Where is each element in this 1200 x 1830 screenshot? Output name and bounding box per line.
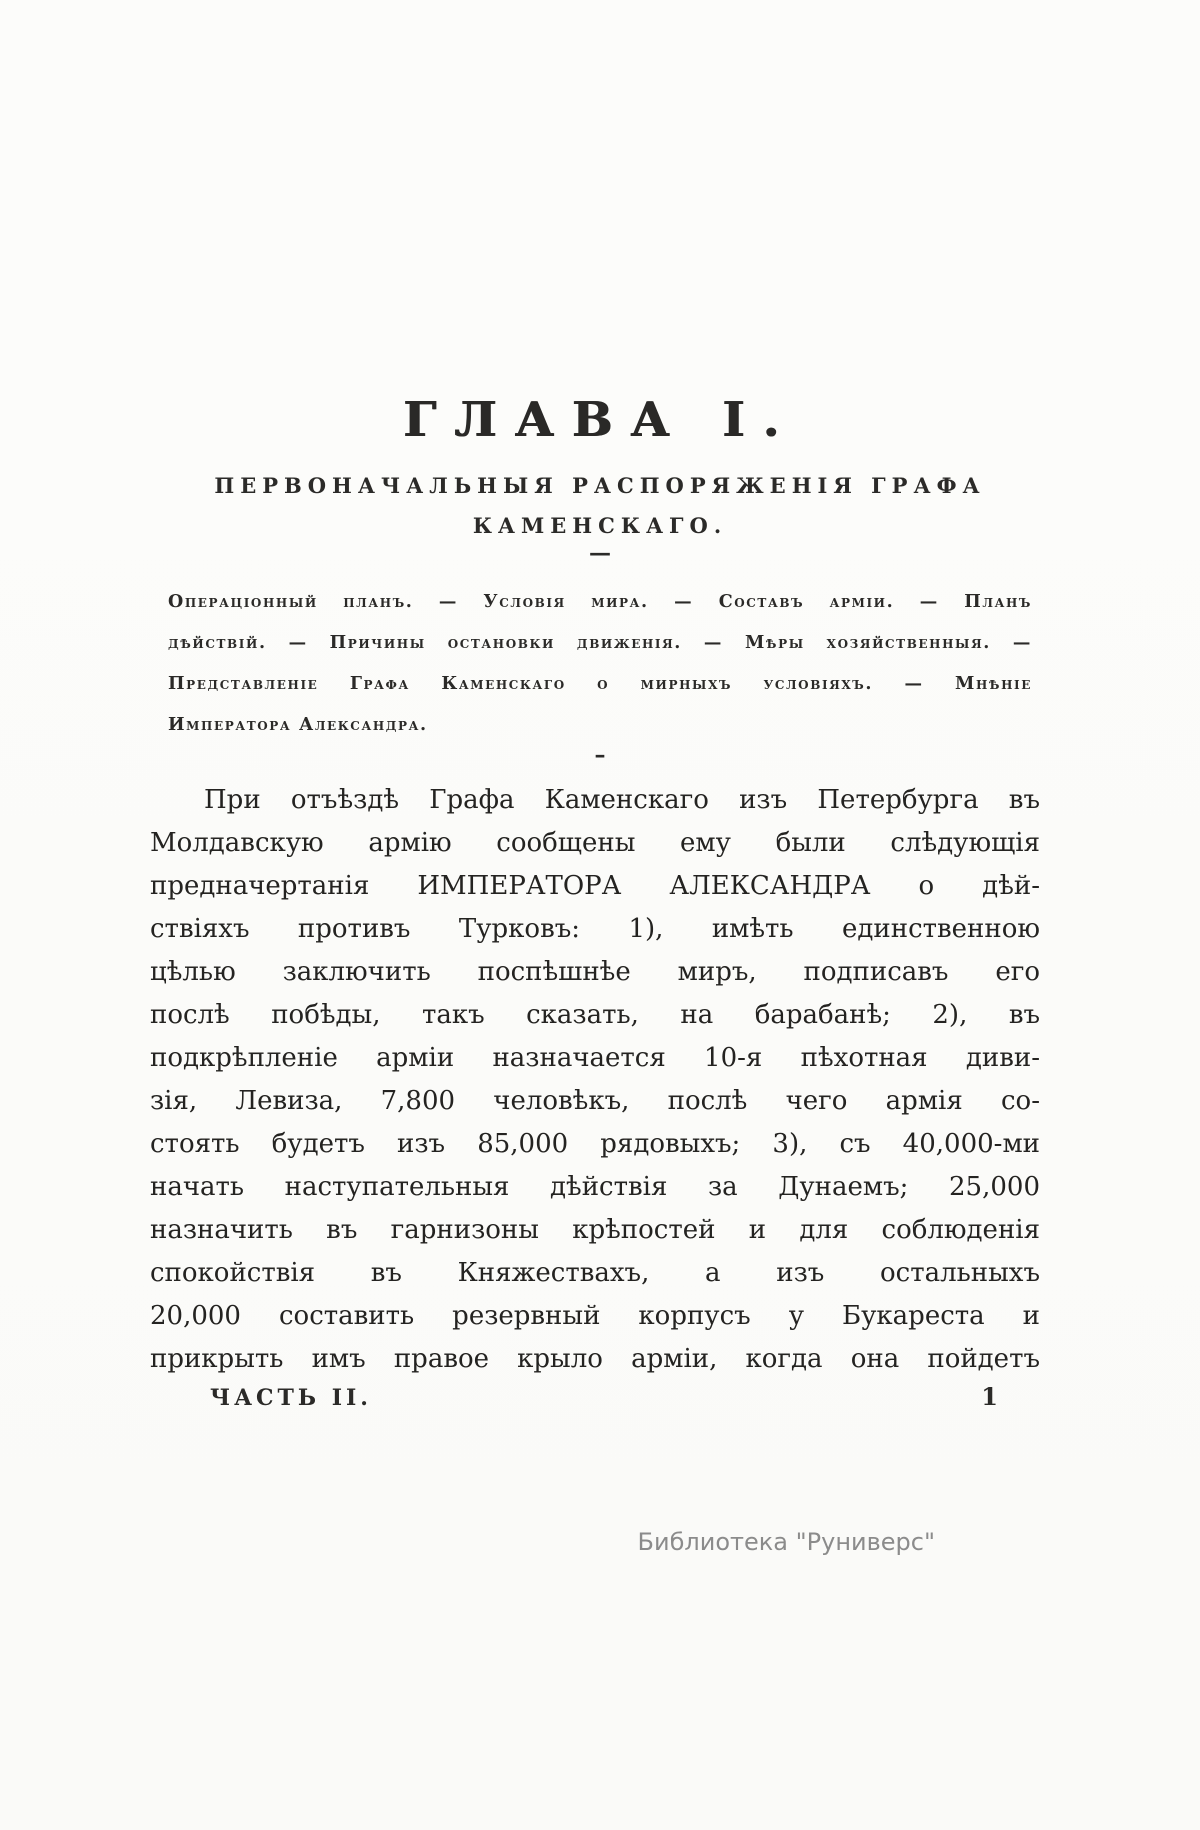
separator-dash-mid: –: [594, 742, 606, 768]
chapter-heading-line-1: ПЕРВОНАЧАЛЬНЫЯ РАСПОРЯЖЕНІЯ ГРАФА: [214, 473, 986, 498]
body-line: При отъѣздѣ Графа Каменскаго изъ Петербурга въ: [204, 785, 1040, 815]
library-watermark: Библиотека "Руниверс": [637, 1528, 935, 1556]
page-number: 1: [981, 1382, 998, 1411]
chapter-summary: [168, 582, 1032, 746]
separator-dash-top: —: [589, 540, 611, 566]
chapter-heading-line-2: КАМЕНСКАГО.: [472, 513, 728, 538]
summary-line: Императора Александра.: [168, 715, 428, 735]
chapter-title: ГЛАВА I.: [402, 392, 798, 448]
body-line: начать наступательныя дѣйствія за Дунаемъ; 25,000: [150, 1172, 1040, 1202]
body-line: назначить въ гарнизоны крѣпостей и для соблюденія: [150, 1215, 1040, 1245]
body-line: предначертанія ИМПЕРАТОРА АЛЕКСАНДРА о дѣй-: [150, 871, 1040, 901]
body-line: стоять будетъ изъ 85,000 рядовыхъ; 3), съ 40,000-ми: [150, 1129, 1040, 1159]
body-line: Молдавскую армію сообщены ему были слѣдующія: [150, 828, 1040, 858]
summary-line: Операціонный планъ. — Условія мира. — Составъ арміи. — Планъ: [168, 592, 1032, 612]
body-line: подкрѣпленіе арміи назначается 10-я пѣхотная диви-: [150, 1043, 1040, 1073]
body-line: прикрыть имъ правое крыло арміи, когда она пойдетъ: [150, 1344, 1040, 1374]
body-paragraph: [150, 779, 1040, 1381]
body-line: ствіяхъ противъ Турковъ: 1), имѣть единственною: [150, 914, 1040, 944]
summary-line: дѣйствій. — Причины остановки движенія. — Мѣры хозяйственныя. —: [168, 633, 1032, 653]
page-footer: [150, 1382, 1040, 1411]
body-line: послѣ побѣды, такъ сказать, на барабанѣ; 2), въ: [150, 1000, 1040, 1030]
summary-line: Представленіе Графа Каменскаго о мирныхъ условіяхъ. — Мнѣніе: [168, 674, 1032, 694]
chapter-heading: [0, 466, 1200, 546]
body-line: цѣлью заключить поспѣшнѣе миръ, подписавъ его: [150, 957, 1040, 987]
part-label: ЧАСТЬ II.: [210, 1385, 372, 1411]
body-line: спокойствія въ Княжествахъ, а изъ остальныхъ: [150, 1258, 1040, 1288]
body-line: 20,000 составить резервный корпусъ у Букареста и: [150, 1301, 1040, 1331]
body-line: зія, Левиза, 7,800 человѣкъ, послѣ чего армія со-: [150, 1086, 1040, 1116]
